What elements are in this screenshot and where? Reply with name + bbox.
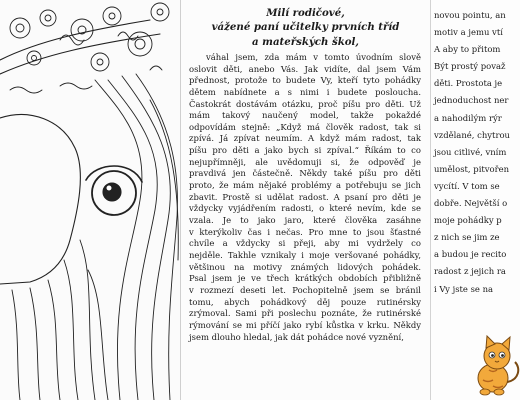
text-line: z nich se jim ze	[434, 232, 500, 243]
continuation-text	[434, 7, 520, 298]
text-line: zrýmoval. Sami při poslechu poznáte, že rutinérské	[189, 308, 421, 319]
greeting-line: vážené paní učitelky prvních tříd	[211, 21, 400, 34]
text-line: v kterýkoliv čas i nečas. Pro mne to jsou šťastné	[189, 226, 421, 237]
letter-page	[181, 0, 431, 400]
text-line: chvíle a vždycky si přeji, aby mi vydržely co	[189, 238, 421, 249]
text-line: vždycky vyjádřením radosti, o které nevím, kde se	[189, 203, 421, 214]
text-line: radost z jejich ra	[434, 266, 506, 277]
continuation-page	[431, 0, 520, 400]
text-line: zpívá. Já zpívat neumím. A když mám radost, tak	[189, 133, 421, 144]
text-line: motiv a jemu vtí	[434, 27, 503, 38]
text-line: novou pointu, an	[434, 10, 506, 20]
text-line: dětem nabídnete a s nimi i budete posloucha.	[189, 86, 421, 97]
text-line: umělost, pitvořen	[434, 163, 510, 174]
text-line: váhal jsem, zda mám v tomto úvodním slově	[206, 51, 421, 62]
text-line: Častokrát dostávám otázku, proč píšu pro děti. Už	[189, 98, 421, 109]
text-line: proto, že mám nějaké problémy a potřebuju se jich	[189, 180, 421, 191]
text-line: pravdivá jen částečně. Někdy také píšu pro děti	[189, 168, 421, 179]
hair-strands	[12, 74, 178, 400]
text-line: i Vy jste se na	[434, 283, 494, 294]
text-line: zbavit. Prostě si udělat radost. A psaní pro děti je	[189, 191, 421, 202]
text-line: moje pohádky p	[434, 215, 502, 226]
text-line: a budou je recito	[434, 249, 507, 260]
text-line: oslovit děti, anebo Vás. Jak vidíte, dal jsem Vám	[189, 63, 421, 74]
text-line: vzala. Je to jako jaro, které člověka zasáhne	[189, 215, 421, 226]
text-line: jsem dlouho hledal, jak dát pohádce nové vyznění,	[189, 331, 404, 342]
text-line: děti. Prostota je	[434, 78, 503, 89]
text-line: přednost, protože to budete Vy, kteří tyto pohádky	[189, 75, 421, 86]
text-line: nejupřímněji, ale uvědomuji si, že odpověď je	[189, 156, 421, 167]
text-line: Být prostý považ	[434, 61, 506, 72]
text-line: Psal jsem je ve třech krátkých obdobích přibližně	[189, 273, 421, 284]
text-line: nejděle. Takhle vznikaly i moje veršované pohádky,	[189, 250, 421, 261]
text-line: jsou citlivé, vním	[434, 146, 507, 157]
text-line: jednoduchost ner	[434, 95, 509, 106]
cat-icon	[467, 332, 520, 398]
text-line: většinou na motivy známých lidových pohádek.	[189, 261, 421, 272]
text-line: v rozmezí deseti let. Pochopitelně jsem se bránil	[189, 285, 421, 296]
text-line: rýmování se mi příčí jako rybí kůstka v krku. Někdy	[189, 319, 421, 330]
letter-greeting	[189, 6, 422, 49]
letter-body	[189, 52, 421, 343]
illustration-page	[0, 0, 181, 400]
eye-icon	[86, 166, 142, 215]
text-line: odpovídám stejně: „Když má člověk radost, tak si	[189, 121, 421, 132]
face-outline	[0, 115, 80, 284]
text-line: a nahodilým rýr	[434, 112, 502, 123]
text-line: dobře. Největší o	[434, 198, 508, 209]
greeting-line: a mateřských škol,	[252, 35, 359, 48]
text-line: píšu pro děti a jako bych si zpíval.“ Říkám to co	[189, 145, 421, 156]
text-line: tomu, abych pohádkový děj pouze rutinérsky	[189, 296, 421, 307]
flower-decorations	[10, 3, 169, 93]
greeting-line: Milí rodičové,	[266, 7, 345, 19]
girl-illustration	[0, 0, 180, 400]
text-line: A aby to přitom	[434, 44, 501, 55]
text-line: mám takový naučený model, takže pokaždé	[189, 110, 421, 121]
text-line: vzdělané, chytrou	[434, 129, 510, 140]
text-line: vycítí. V tom se	[434, 180, 500, 191]
